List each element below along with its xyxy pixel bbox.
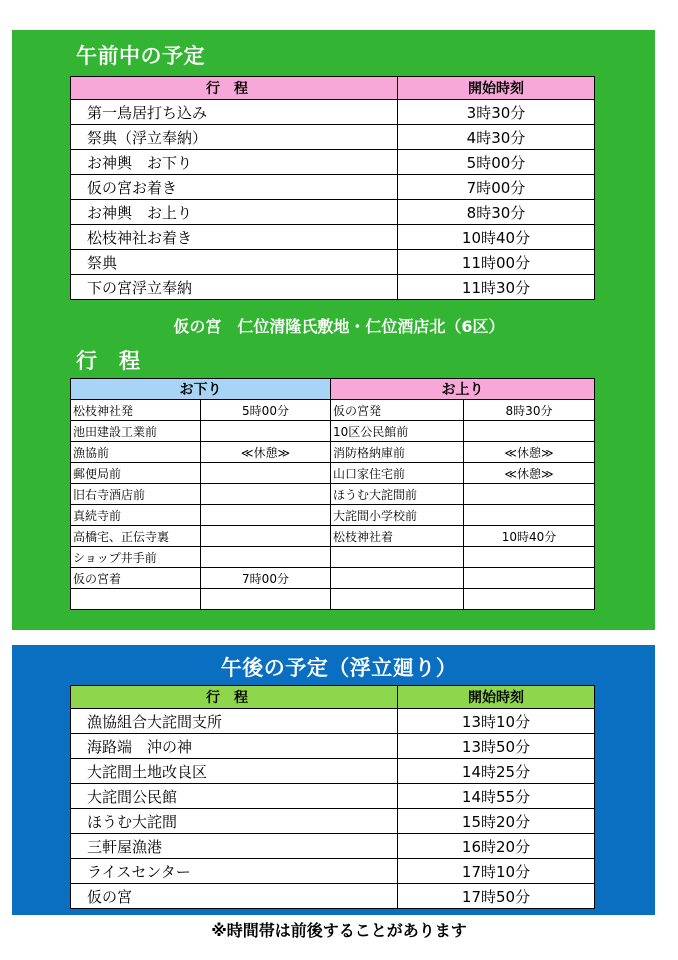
route-up-stop xyxy=(331,589,464,610)
schedule-time: 11時00分 xyxy=(398,250,595,275)
column-header-time: 開始時刻 xyxy=(398,77,595,100)
route-up-stop: 松枝神社着 xyxy=(331,526,464,547)
schedule-time: 14時25分 xyxy=(398,759,595,784)
schedule-row xyxy=(71,759,595,784)
route-row xyxy=(71,589,595,610)
schedule-time: 4時30分 xyxy=(398,125,595,150)
morning-title: 午前中の予定 xyxy=(76,44,205,68)
schedule-row xyxy=(71,275,595,300)
route-up-time xyxy=(464,484,595,505)
route-down-stop: 郵便局前 xyxy=(71,463,201,484)
schedule-time: 5時00分 xyxy=(398,150,595,175)
route-heading: 行程 xyxy=(76,349,162,373)
route-up-time xyxy=(464,421,595,442)
schedule-row xyxy=(71,175,595,200)
footnote: ※時間帯は前後することがあります xyxy=(211,921,467,940)
schedule-row xyxy=(71,709,595,734)
route-table-header xyxy=(71,379,595,400)
schedule-time: 17時50分 xyxy=(398,884,595,909)
schedule-row xyxy=(71,100,595,125)
route-row xyxy=(71,526,595,547)
schedule-time: 11時30分 xyxy=(398,275,595,300)
route-row xyxy=(71,463,595,484)
schedule-time: 13時10分 xyxy=(398,709,595,734)
schedule-row xyxy=(71,150,595,175)
schedule-item: 三軒屋漁港 xyxy=(71,834,398,859)
route-up-time xyxy=(464,568,595,589)
route-down-time xyxy=(201,421,331,442)
route-row xyxy=(71,421,595,442)
route-down-time xyxy=(201,589,331,610)
route-up-stop: 消防格納庫前 xyxy=(331,442,464,463)
route-up-stop xyxy=(331,568,464,589)
route-down-stop: 松枝神社発 xyxy=(71,400,201,421)
route-down-stop: 漁協前 xyxy=(71,442,201,463)
afternoon-table-header xyxy=(71,686,595,709)
column-header-item: 行程 xyxy=(71,77,398,100)
schedule-time: 13時50分 xyxy=(398,734,595,759)
route-down-stop: 真続寺前 xyxy=(71,505,201,526)
route-row xyxy=(71,505,595,526)
schedule-item: 祭典（浮立奉納） xyxy=(71,125,398,150)
schedule-item: 祭典 xyxy=(71,250,398,275)
schedule-row xyxy=(71,125,595,150)
route-up-stop: 山口家住宅前 xyxy=(331,463,464,484)
schedule-item: 大詫間公民館 xyxy=(71,784,398,809)
route-row xyxy=(71,484,595,505)
schedule-item: 仮の宮お着き xyxy=(71,175,398,200)
schedule-item: 海路端 沖の神 xyxy=(71,734,398,759)
schedule-row xyxy=(71,250,595,275)
route-up-stop: 仮の宮発 xyxy=(331,400,464,421)
schedule-row xyxy=(71,809,595,834)
route-row xyxy=(71,568,595,589)
schedule-time: 17時10分 xyxy=(398,859,595,884)
route-down-time xyxy=(201,547,331,568)
morning-note: 仮の宮 仁位清隆氏敷地・仁位酒店北（6区） xyxy=(173,317,505,336)
schedule-item: 仮の宮 xyxy=(71,884,398,909)
route-down-time xyxy=(201,463,331,484)
morning-table-header xyxy=(71,77,595,100)
column-header-time: 開始時刻 xyxy=(398,686,595,709)
afternoon-schedule-table xyxy=(70,685,595,909)
schedule-time: 3時30分 xyxy=(398,100,595,125)
schedule-item: お神輿 お下り xyxy=(71,150,398,175)
route-row xyxy=(71,547,595,568)
route-up-stop: ほうむ大詫間前 xyxy=(331,484,464,505)
route-row xyxy=(71,400,595,421)
schedule-item: 第一鳥居打ち込み xyxy=(71,100,398,125)
route-up-time: ≪休憩≫ xyxy=(464,442,595,463)
route-up-time xyxy=(464,547,595,568)
schedule-row xyxy=(71,200,595,225)
schedule-item: 大詫間土地改良区 xyxy=(71,759,398,784)
route-table xyxy=(70,378,595,610)
route-down-time xyxy=(201,505,331,526)
route-down-time: 7時00分 xyxy=(201,568,331,589)
schedule-item: 松枝神社お着き xyxy=(71,225,398,250)
schedule-row xyxy=(71,834,595,859)
route-down-time: ≪休憩≫ xyxy=(201,442,331,463)
schedule-item: ほうむ大詫間 xyxy=(71,809,398,834)
route-up-stop: 10区公民館前 xyxy=(331,421,464,442)
schedule-time: 8時30分 xyxy=(398,200,595,225)
schedule-time: 10時40分 xyxy=(398,225,595,250)
schedule-row xyxy=(71,784,595,809)
schedule-item: ライスセンター xyxy=(71,859,398,884)
route-up-time xyxy=(464,505,595,526)
route-down-stop: 旧右寺酒店前 xyxy=(71,484,201,505)
route-down-stop: 仮の宮着 xyxy=(71,568,201,589)
route-up-stop: 大詫間小学校前 xyxy=(331,505,464,526)
schedule-row xyxy=(71,734,595,759)
schedule-item: 漁協組合大詫間支所 xyxy=(71,709,398,734)
route-down-stop xyxy=(71,589,201,610)
route-row xyxy=(71,442,595,463)
route-down-time xyxy=(201,526,331,547)
afternoon-title: 午後の予定（浮立廻り） xyxy=(220,656,458,680)
morning-schedule-table xyxy=(70,76,595,300)
schedule-row xyxy=(71,859,595,884)
schedule-item: 下の宮浮立奉納 xyxy=(71,275,398,300)
route-up-time xyxy=(464,589,595,610)
route-down-time xyxy=(201,484,331,505)
route-up-time: ≪休憩≫ xyxy=(464,463,595,484)
route-down-stop: 高橋宅、正伝寺裏 xyxy=(71,526,201,547)
schedule-row xyxy=(71,884,595,909)
route-down-time: 5時00分 xyxy=(201,400,331,421)
schedule-row xyxy=(71,225,595,250)
schedule-time: 14時55分 xyxy=(398,784,595,809)
schedule-time: 15時20分 xyxy=(398,809,595,834)
route-up-time: 10時40分 xyxy=(464,526,595,547)
route-down-stop: 池田建設工業前 xyxy=(71,421,201,442)
schedule-time: 7時00分 xyxy=(398,175,595,200)
schedule-time: 16時20分 xyxy=(398,834,595,859)
route-down-stop: ショップ井手前 xyxy=(71,547,201,568)
route-header-up: お上り xyxy=(331,379,595,400)
route-up-stop xyxy=(331,547,464,568)
route-up-time: 8時30分 xyxy=(464,400,595,421)
schedule-item: お神輿 お上り xyxy=(71,200,398,225)
route-header-down: お下り xyxy=(71,379,331,400)
column-header-item: 行程 xyxy=(71,686,398,709)
